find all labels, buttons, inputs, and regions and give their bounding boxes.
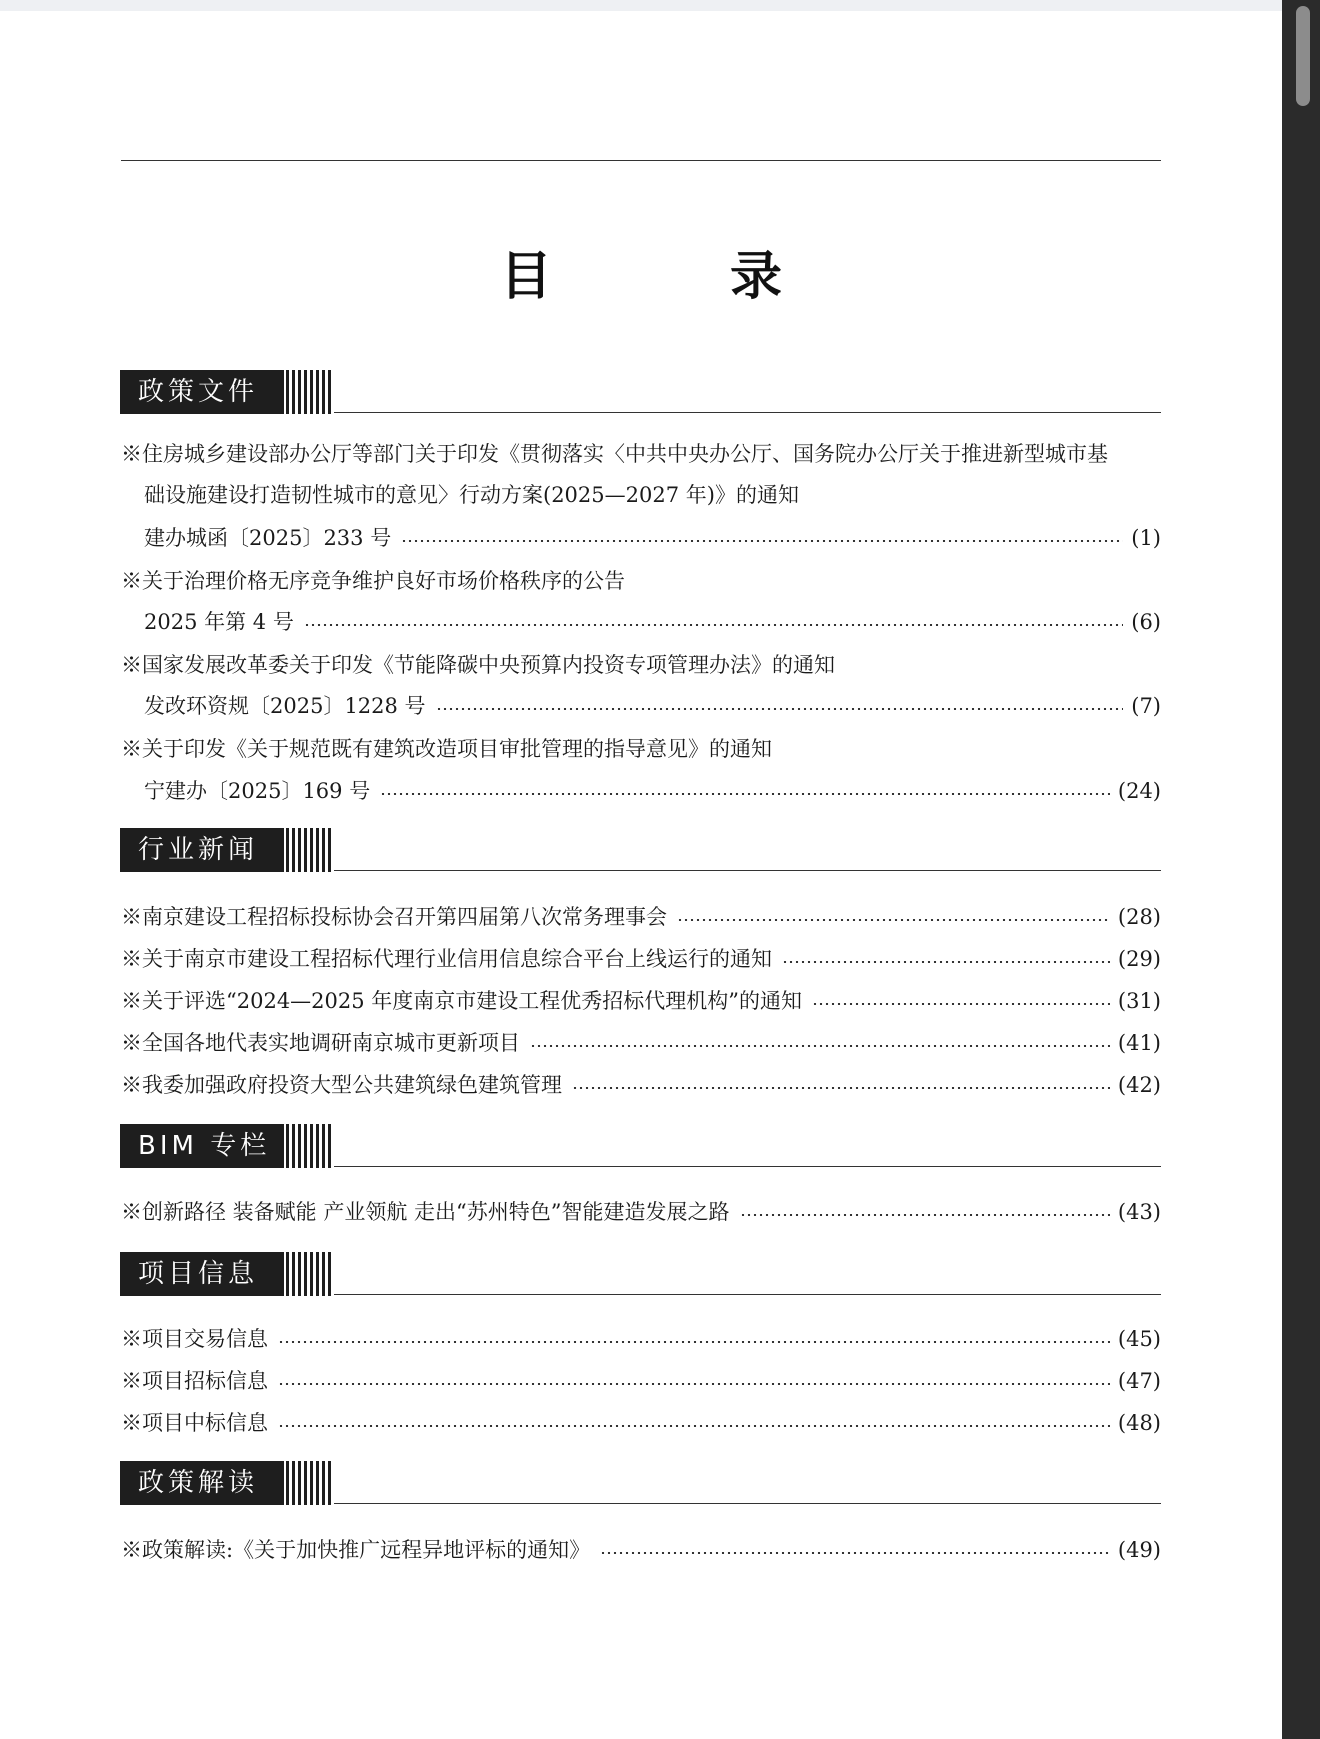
dot-leader <box>278 1383 1110 1385</box>
toc-item[interactable] <box>121 1069 1161 1101</box>
section-label: 政策解读 <box>120 1461 284 1505</box>
section-bars-decoration <box>286 1124 334 1168</box>
dot-leader <box>782 961 1110 963</box>
section-label: 行业新闻 <box>120 828 284 872</box>
toc-item[interactable] <box>121 985 1161 1017</box>
dot-leader <box>380 793 1110 795</box>
section-label: 政策文件 <box>120 370 284 414</box>
toc-item-page: (49) <box>1117 1538 1161 1562</box>
dot-leader <box>740 1214 1110 1216</box>
toc-item-ref-line[interactable] <box>144 606 1161 638</box>
toc-item-title: ※南京建设工程招标投标协会召开第四届第八次常务理事会 <box>121 905 667 929</box>
toc-item-page: (29) <box>1117 947 1161 971</box>
toc-item-title: ※政策解读:《关于加快推广远程异地评标的通知》 <box>121 1538 591 1562</box>
toc-item-page: (28) <box>1117 905 1161 929</box>
section-label: BIM 专栏 <box>120 1124 284 1168</box>
section-underline <box>334 1166 1161 1167</box>
toc-item-ref-line[interactable] <box>144 522 1161 554</box>
scrollbar-thumb[interactable] <box>1296 6 1310 106</box>
toc-item-title: ※关于评选“2024—2025 年度南京市建设工程优秀招标代理机构”的通知 <box>121 989 803 1013</box>
dot-leader <box>401 540 1123 542</box>
dot-leader <box>812 1003 1110 1005</box>
toc-item-title: ※关于南京市建设工程招标代理行业信用信息综合平台上线运行的通知 <box>121 947 772 971</box>
toc-item-ref-line[interactable] <box>144 690 1161 722</box>
page-title: 目 录 <box>499 246 863 307</box>
section-header-policy-documents <box>120 370 1161 414</box>
section-underline <box>334 1294 1161 1295</box>
toc-item-ref: 建办城函〔2025〕233 号 <box>144 526 392 550</box>
viewer-top-strip <box>0 0 1282 11</box>
toc-item-page: (47) <box>1117 1369 1161 1393</box>
toc-item[interactable] <box>121 1027 1161 1059</box>
dot-leader <box>304 624 1123 626</box>
toc-item-title[interactable]: ※关于治理价格无序竞争维护良好市场价格秩序的公告 <box>121 569 625 593</box>
toc-item[interactable] <box>121 1534 1161 1566</box>
toc-item-ref-line[interactable] <box>144 775 1161 807</box>
toc-item-page: (43) <box>1117 1200 1161 1224</box>
dot-leader <box>572 1087 1110 1089</box>
toc-item-page: (24) <box>1117 779 1161 803</box>
toc-item-page: (1) <box>1131 526 1161 550</box>
dot-leader <box>600 1552 1110 1554</box>
toc-item[interactable] <box>121 1407 1161 1439</box>
section-header-policy-interpretation <box>120 1461 1161 1505</box>
toc-item[interactable] <box>121 943 1161 975</box>
dot-leader <box>436 708 1124 710</box>
toc-item-ref: 宁建办〔2025〕169 号 <box>144 779 371 803</box>
toc-item-title: ※创新路径 装备赋能 产业领航 走出“苏州特色”智能建造发展之路 <box>121 1200 730 1224</box>
toc-item-page: (7) <box>1131 694 1161 718</box>
section-label: 项目信息 <box>120 1252 284 1296</box>
toc-item-page: (42) <box>1117 1073 1161 1097</box>
toc-item-page: (41) <box>1117 1031 1161 1055</box>
toc-item-title: ※项目交易信息 <box>121 1327 268 1351</box>
toc-item-title-continued[interactable]: 础设施建设打造韧性城市的意见〉行动方案(2025—2027 年)》的通知 <box>144 483 799 507</box>
toc-item-ref: 2025 年第 4 号 <box>144 610 294 634</box>
toc-item-title: ※项目中标信息 <box>121 1411 268 1435</box>
toc-item-page: (48) <box>1117 1411 1161 1435</box>
section-header-bim-column <box>120 1124 1161 1168</box>
section-header-project-info <box>120 1252 1161 1296</box>
section-underline <box>334 412 1161 413</box>
toc-item-title: ※项目招标信息 <box>121 1369 268 1393</box>
toc-item[interactable] <box>121 1196 1161 1228</box>
toc-item-title: ※全国各地代表实地调研南京城市更新项目 <box>121 1031 520 1055</box>
header-rule <box>121 160 1161 161</box>
toc-item[interactable] <box>121 1365 1161 1397</box>
vertical-scrollbar[interactable] <box>1282 0 1320 1739</box>
document-page <box>0 11 1282 1739</box>
section-bars-decoration <box>286 370 334 414</box>
dot-leader <box>677 919 1110 921</box>
dot-leader <box>278 1341 1110 1343</box>
dot-leader <box>530 1045 1110 1047</box>
toc-item-title[interactable]: ※国家发展改革委关于印发《节能降碳中央预算内投资专项管理办法》的通知 <box>121 653 835 677</box>
section-header-industry-news <box>120 828 1161 872</box>
toc-item-title[interactable]: ※住房城乡建设部办公厅等部门关于印发《贯彻落实〈中共中央办公厅、国务院办公厅关于推进新型城市基 <box>121 442 1108 466</box>
toc-item-page: (31) <box>1117 989 1161 1013</box>
section-bars-decoration <box>286 1461 334 1505</box>
toc-item-ref: 发改环资规〔2025〕1228 号 <box>144 694 426 718</box>
section-bars-decoration <box>286 828 334 872</box>
toc-item-title[interactable]: ※关于印发《关于规范既有建筑改造项目审批管理的指导意见》的通知 <box>121 737 772 761</box>
section-bars-decoration <box>286 1252 334 1296</box>
toc-item[interactable] <box>121 901 1161 933</box>
toc-item-page: (45) <box>1117 1327 1161 1351</box>
section-underline <box>334 1503 1161 1504</box>
toc-item-page: (6) <box>1131 610 1161 634</box>
dot-leader <box>278 1425 1110 1427</box>
toc-item[interactable] <box>121 1323 1161 1355</box>
section-underline <box>334 870 1161 871</box>
toc-item-title: ※我委加强政府投资大型公共建筑绿色建筑管理 <box>121 1073 562 1097</box>
